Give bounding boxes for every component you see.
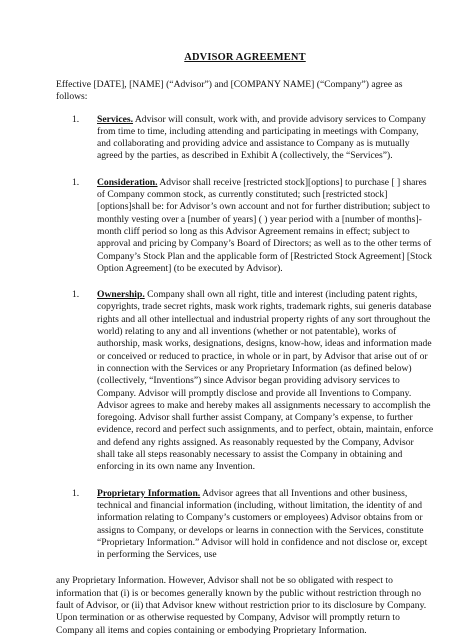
section-ownership	[56, 289, 434, 473]
section-number: 1.	[72, 289, 80, 301]
section-heading: Ownership.	[97, 289, 145, 301]
section-number: 1.	[72, 113, 80, 125]
section-body	[97, 289, 434, 473]
section-list	[56, 114, 434, 562]
intro-paragraph: Effective [DATE], [NAME] (“Advisor”) and [COMPANY NAME] (“Company”) agree as follows:	[56, 79, 403, 103]
section-consideration	[56, 177, 434, 275]
section-body	[97, 488, 434, 562]
document-title: ADVISOR AGREEMENT	[184, 52, 306, 63]
section-body	[97, 114, 434, 163]
section-text: Advisor will consult, work with, and provide advisory services to Company from time to time, including attending and participating in meetings with Company, and collaborating and providing advice and assistance to Company as is mutually agreed by the parties, as described in Exhibit A (collectively, the “Services”).	[97, 113, 426, 162]
section-number: 1.	[72, 487, 80, 499]
section-body	[97, 177, 434, 275]
section-proprietary-information	[56, 488, 434, 562]
section-heading: Proprietary Information.	[97, 487, 201, 499]
section-heading: Services.	[97, 113, 133, 125]
section-heading: Consideration.	[97, 176, 158, 188]
section-text: Advisor shall receive [restricted stock][options] to purchase [ ] shares of Company common stock, as currently constituted; such [restricted stock] [options]shall be: for Advisor’s own account and not for further distribution; subject to monthly vesting over a [number of years] ( ) year period with a [number of months]- month cliff period so long as this Advisor Agreement remains in effect; subject to approval and pricing by Company’s Board of Directors; as well as to the other terms of Company’s Stock Plan and the applicable form of [Restricted Stock Agreement] [Stock Option Agreement] (to be executed by Advisor).	[97, 176, 432, 274]
section-text: Advisor agrees that all Inventions and other business, technical and financial information (including, without limitation, the identity of and information relating to Company’s customers or employees) Advisor obtains from or assigns to Company, or develops or learns in connection with the Services, constitute “Proprietary Information.” Advisor will hold in confidence and not disclose or, except in performing the Services, use	[97, 487, 428, 561]
section-text: Company shall own all right, title and interest (including patent rights, copyrights, trade secret rights, mask work rights, trademark rights, sui generis database rights and all other intellectual and industrial property rights of any sort throughout the world) relating to any and all inventions (whether or not patentable), works of authorship, mask works, designations, designs, know-how, ideas and information made or conceived or reduced to practice, in whole or in part, by Advisor that arise out of or in connection with the Services or any Proprietary Information (as defined below) (collectively, “Inventions”) since Advisor began providing advisory services to Company. Advisor will promptly disclose and provide all Inventions to Company. Advisor agrees to make and hereby makes all assignments necessary to accomplish the foregoing. Advisor shall further assist Company, at Company’s expense, to further evidence, record and perfect such assignments, and to perfect, obtain, maintain, enforce and defend any rights assigned. As reasonably requested by the Company, Advisor shall take all steps reasonably necessary to assist the Company in obtaining and enforcing in its own name any Invention.	[97, 289, 434, 473]
section-services	[56, 114, 434, 163]
section-number: 1.	[72, 176, 80, 188]
continuation-paragraph: any Proprietary Information. However, Advisor shall not be so obligated with respect to information that (i) is or becomes generally known by the public without restriction through no fault of Advisor, or (ii) that Advisor knew without restriction prior to its disclosure by Company. Upon termination or as otherwise requested by Company, Advisor will promptly return to Company all items and copies containing or embodying Proprietary Information.	[56, 575, 427, 636]
